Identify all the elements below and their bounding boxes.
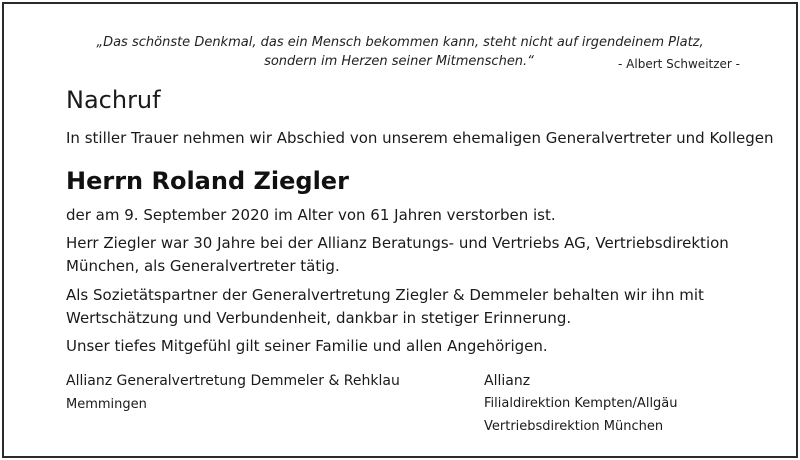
signature-right-title: Allianz [484,373,531,389]
quote-line-2: sondern im Herzen seiner Mitmenschen.“ [264,54,534,69]
body-line: Unser tiefes Mitgefühl gilt seiner Familie und allen Angehörigen. [66,337,548,355]
body-line: Als Sozietätspartner der Generalvertretung Ziegler & Demmeler behalten wir ihn mit [66,286,704,304]
signature-right-line: Vertriebsdirektion München [484,419,664,434]
body-line: Herr Ziegler war 30 Jahre bei der Allianz Beratungs- und Vertriebs AG, Vertriebsdirektion [66,234,729,252]
signature-right-line: Filialdirektion Kempten/Allgäu [484,396,678,411]
body-line: der am 9. September 2020 im Alter von 61 Jahren verstorben ist. [66,206,556,224]
quote-author: - Albert Schweitzer - [618,57,740,71]
deceased-name: Herrn Roland Ziegler [66,167,349,195]
quote-line-1: „Das schönste Denkmal, das ein Mensch bekommen kann, steht nicht auf irgendeinem Platz, [96,35,704,50]
body-line: München, als Generalvertreter tätig. [66,257,340,275]
signature-left-location: Memmingen [66,397,147,412]
body-line: Wertschätzung und Verbundenheit, dankbar in stetiger Erinnerung. [66,309,572,327]
notice-heading: Nachruf [66,86,161,114]
intro-text: In stiller Trauer nehmen wir Abschied von unserem ehemaligen Generalvertreter und Kollegen [66,129,774,147]
signature-left-title: Allianz Generalvertretung Demmeler & Rehklau [66,373,400,389]
